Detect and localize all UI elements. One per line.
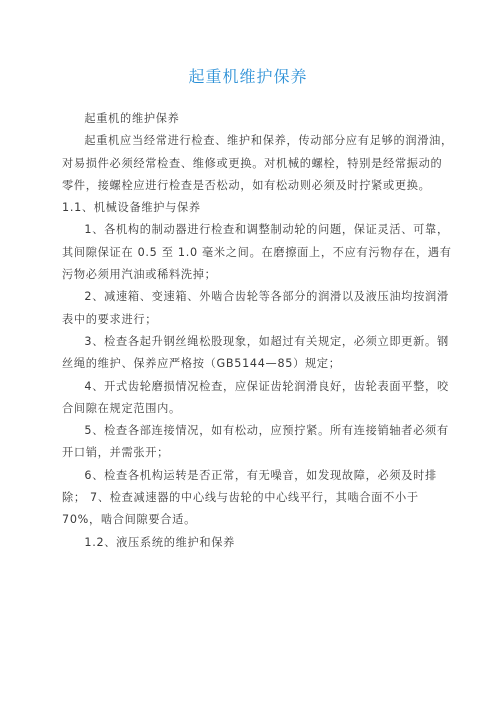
paragraph-item-3: 3、检查各起升钢丝绳松股现象，如超过有关规定，必须立即更新。钢丝绳的维护、保养应严格按（GB5144—85）规定； — [62, 334, 449, 371]
document-body — [62, 108, 454, 554]
paragraph-item-2: 2、减速箱、变速箱、外啮合齿轮等各部分的润滑以及液压油均按润滑表中的要求进行； — [62, 290, 449, 326]
paragraph-item-5: 5、检查各部连接情况，如有松动，应预拧紧。所有连接销轴者必须有开口销，并需张开； — [62, 424, 449, 460]
paragraph-intro: 起重机应当经常进行检查、维护和保养，传动部分应有足够的润滑油，对易损件必须经常检查、维修或更换。对机械的螺栓，特别是经常振动的零件，接螺栓应进行检查是否松动，如有松动则必须及时拧紧或更换。 1.1、机械设备维护与保养 — [62, 134, 453, 215]
document-title: 起重机维护保养 — [188, 67, 308, 86]
paragraph-section-1-2: 1.2、液压系统的维护和保养 — [84, 535, 236, 549]
paragraph-subtitle: 起重机的维护保养 — [84, 112, 180, 125]
paragraph-item-1: 1、各机构的制动器进行检查和调整制动轮的问题，保证灵活、可靠，其间隙保证在 0.5 至 1.0 毫米之间。在磨擦面上，不应有污物存在，遇有污物必须用汽油或稀料洗掉； — [62, 223, 452, 282]
paragraph-item-4: 4、开式齿轮磨损情况检查，应保证齿轮润滑良好，齿轮表面平整，咬合间隙在规定范围内。 — [62, 379, 449, 415]
paragraph-item-6-7: 6、检查各机构运转是否正常，有无噪音，如发现故障，必须及时排除； 7、检查减速器的中心线与齿轮的中心线平行，其啮合面不小于 70%，啮合间隙要合适。 — [62, 468, 437, 527]
